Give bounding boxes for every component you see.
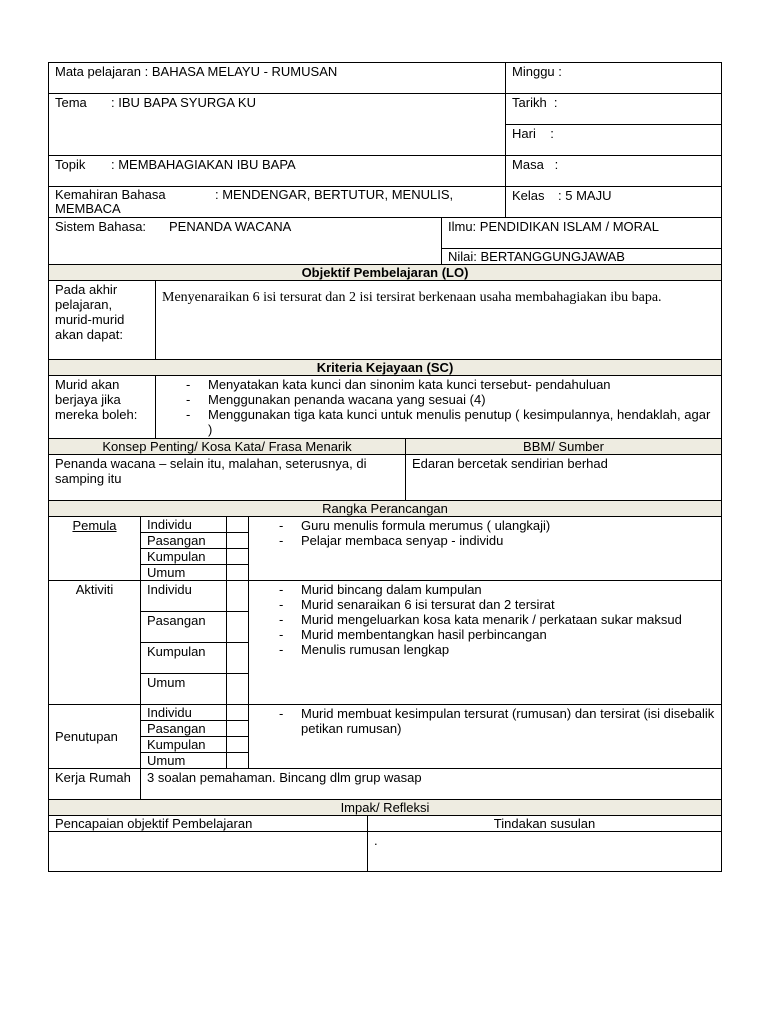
pencapaian-value bbox=[49, 832, 368, 872]
hari-cell bbox=[506, 125, 722, 156]
topik-cell bbox=[49, 156, 506, 187]
kemahiran-value: : MENDENGAR, BERTUTUR, MENULIS, bbox=[215, 187, 454, 202]
mode-kumpulan: Kumpulan bbox=[141, 643, 227, 674]
mode-pasangan: Pasangan bbox=[141, 533, 227, 549]
mode-umum: Umum bbox=[141, 565, 227, 581]
kriteria-table bbox=[48, 359, 722, 439]
pemula-list-cell bbox=[249, 517, 722, 581]
rangka-table bbox=[48, 500, 722, 800]
header-table bbox=[48, 62, 722, 218]
nilai-text: Nilai: BERTANGGUNGJAWAB bbox=[448, 249, 625, 264]
aktiviti-item: - Murid bincang dalam kumpulan bbox=[249, 582, 715, 597]
pemula-list bbox=[249, 518, 715, 548]
masa-cell bbox=[506, 156, 722, 187]
objektif-label: Pada akhir pelajaran, murid-murid akan dapat: bbox=[49, 281, 156, 360]
impak-table bbox=[48, 799, 722, 872]
kelas-cell bbox=[506, 187, 722, 218]
kemahiran-value-2: MEMBACA bbox=[55, 201, 121, 216]
tema-label: Tema bbox=[55, 95, 87, 110]
kriteria-list-cell bbox=[156, 376, 722, 439]
tindakan-value: . bbox=[368, 832, 722, 872]
pemula-item: - Pelajar membaca senyap - individu bbox=[249, 533, 715, 548]
objektif-table bbox=[48, 264, 722, 360]
sistem-bahasa-label: Sistem Bahasa: bbox=[55, 219, 147, 234]
mode-individu: Individu bbox=[141, 517, 227, 533]
kemahiran-cell bbox=[49, 187, 506, 218]
mode-kumpulan: Kumpulan bbox=[141, 549, 227, 565]
ilmu-cell bbox=[442, 218, 722, 249]
hari-label: Hari : bbox=[512, 126, 554, 141]
mata-pelajaran-cell bbox=[49, 63, 506, 94]
sistem-bahasa-cell bbox=[49, 218, 442, 265]
tema-value: : IBU BAPA SYURGA KU bbox=[111, 95, 256, 110]
aktiviti-item: - Murid membentangkan hasil perbincangan bbox=[249, 627, 715, 642]
rangka-title: Rangka Perancangan bbox=[49, 501, 722, 517]
aktiviti-list bbox=[249, 582, 715, 657]
aktiviti-item: - Murid mengeluarkan kosa kata menarik / perkataan sukar maksud bbox=[249, 612, 715, 627]
konsep-table bbox=[48, 438, 722, 501]
tarikh-label: Tarikh : bbox=[512, 95, 558, 110]
mata-pelajaran-value: : BAHASA MELAYU - RUMUSAN bbox=[144, 64, 338, 79]
penutupan-list bbox=[249, 706, 715, 736]
topik-value: : MEMBAHAGIAKAN IBU BAPA bbox=[111, 157, 296, 172]
tema-cell bbox=[49, 94, 506, 156]
minggu-cell bbox=[506, 63, 722, 94]
mode-kumpulan: Kumpulan bbox=[141, 737, 227, 753]
objektif-title: Objektif Pembelajaran (LO) bbox=[49, 265, 722, 281]
ilmu-text: Ilmu: PENDIDIKAN ISLAM / MORAL bbox=[448, 219, 659, 234]
kemahiran-label: Kemahiran Bahasa bbox=[55, 187, 166, 202]
sistem-table bbox=[48, 217, 722, 265]
kriteria-title: Kriteria Kejayaan (SC) bbox=[49, 360, 722, 376]
pemula-label: Pemula bbox=[72, 518, 117, 533]
objektif-text: Menyenaraikan 6 isi tersurat dan 2 isi tersirat berkenaan usaha membahagiakan ibu bapa. bbox=[156, 281, 722, 360]
kelas-value: : 5 MAJU bbox=[558, 188, 612, 203]
bbm-value: Edaran bercetak sendirian berhad bbox=[406, 455, 722, 501]
kriteria-list bbox=[156, 377, 715, 437]
pemula-label-cell bbox=[49, 517, 141, 581]
kriteria-item: - Menyatakan kata kunci dan sinonim kata kunci tersebut- pendahuluan bbox=[156, 377, 715, 392]
tindakan-label: Tindakan susulan bbox=[368, 816, 722, 832]
kriteria-item: - Menggunakan penanda wacana yang sesuai (4) bbox=[156, 392, 715, 407]
kerja-rumah-value: 3 soalan pemahaman. Bincang dlm grup wasap bbox=[141, 769, 722, 800]
pemula-item: - Guru menulis formula merumus ( ulangkaji) bbox=[249, 518, 715, 533]
mode-umum: Umum bbox=[141, 674, 227, 705]
mode-pasangan: Pasangan bbox=[141, 612, 227, 643]
bbm-title: BBM/ Sumber bbox=[406, 439, 722, 455]
aktiviti-list-cell bbox=[249, 581, 722, 705]
mode-individu: Individu bbox=[141, 705, 227, 721]
nilai-cell bbox=[442, 249, 722, 265]
tarikh-cell bbox=[506, 94, 722, 125]
mode-pasangan: Pasangan bbox=[141, 721, 227, 737]
mata-pelajaran-label: Mata pelajaran bbox=[55, 64, 141, 79]
pencapaian-label: Pencapaian objektif Pembelajaran bbox=[49, 816, 368, 832]
impak-title: Impak/ Refleksi bbox=[49, 800, 722, 816]
konsep-value: Penanda wacana – selain itu, malahan, seterusnya, di samping itu bbox=[49, 455, 406, 501]
mode-umum: Umum bbox=[141, 753, 227, 769]
kelas-label: Kelas bbox=[512, 188, 545, 203]
kerja-rumah-label: Kerja Rumah bbox=[49, 769, 141, 800]
sistem-bahasa-value: PENANDA WACANA bbox=[169, 219, 292, 234]
aktiviti-item: - Menulis rumusan lengkap bbox=[249, 642, 715, 657]
penutupan-list-cell bbox=[249, 705, 722, 769]
penutupan-item: - Murid membuat kesimpulan tersurat (rumusan) dan tersirat (isi disebalik petikan rumusan) bbox=[249, 706, 715, 736]
kriteria-label: Murid akan berjaya jika mereka boleh: bbox=[49, 376, 156, 439]
minggu-label: Minggu : bbox=[512, 64, 562, 79]
masa-label: Masa : bbox=[512, 157, 559, 172]
konsep-title: Konsep Penting/ Kosa Kata/ Frasa Menarik bbox=[49, 439, 406, 455]
aktiviti-item: - Murid senaraikan 6 isi tersurat dan 2 tersirat bbox=[249, 597, 715, 612]
kriteria-item: - Menggunakan tiga kata kunci untuk menulis penutup ( kesimpulannya, hendaklah, agar ) bbox=[156, 407, 715, 437]
penutupan-label: Penutupan bbox=[49, 705, 141, 769]
mode-individu: Individu bbox=[141, 581, 227, 612]
aktiviti-label: Aktiviti bbox=[49, 581, 141, 705]
topik-label: Topik bbox=[55, 157, 86, 172]
lesson-plan bbox=[48, 62, 721, 872]
